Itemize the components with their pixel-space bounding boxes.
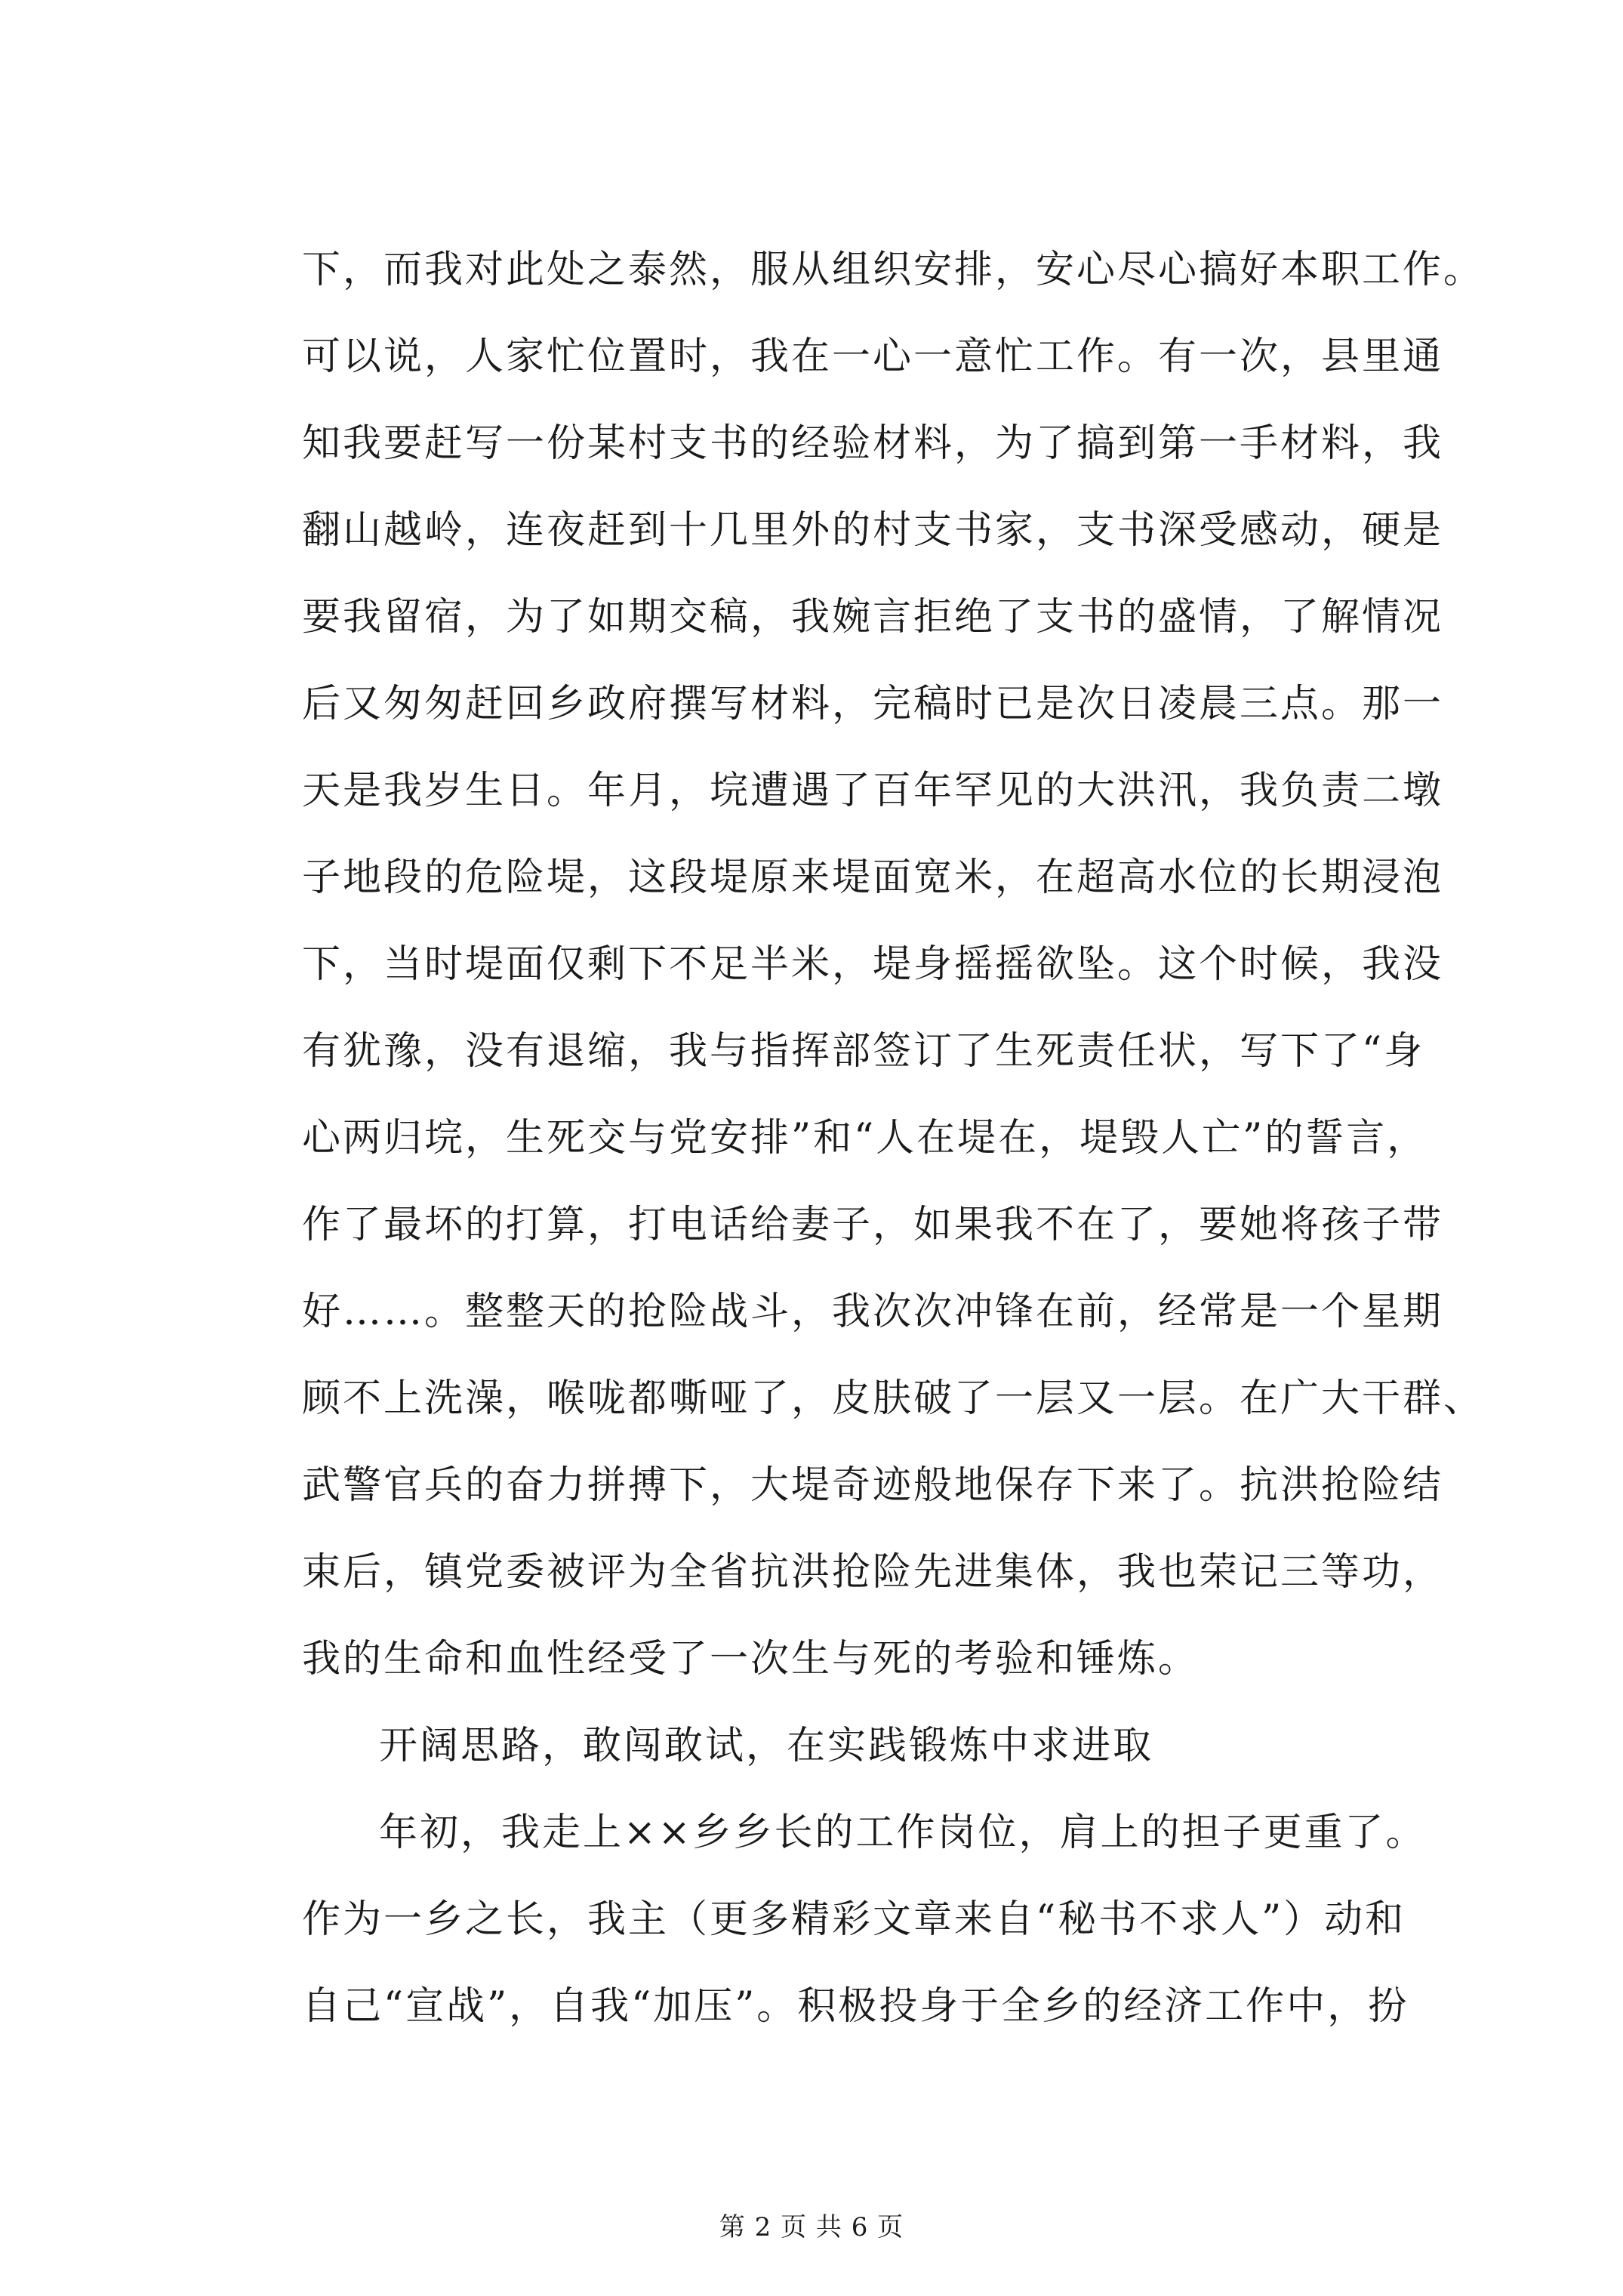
- text-line: 下，而我对此处之泰然，服从组织安排，安心尽心搞好本职工作。: [302, 248, 1485, 292]
- text-line: 心两归垸，生死交与党安排”和“人在堤在，堤毁人亡”的誓言，: [302, 1116, 1428, 1160]
- text-line: 天是我岁生日。年月，垸遭遇了百年罕见的大洪汛，我负责二墩: [302, 769, 1444, 813]
- page-footer: [0, 2212, 1623, 2242]
- text-line: 知我要赶写一份某村支书的经验材料，为了搞到第一手材料，我: [302, 421, 1444, 466]
- text-line: 武警官兵的奋力拼搏下，大堤奇迹般地保存下来了。抗洪抢险结: [302, 1463, 1444, 1508]
- text-line: 年初，我走上××乡乡长的工作岗位，肩上的担子更重了。: [379, 1811, 1427, 1855]
- text-line: 束后，镇党委被评为全省抗洪抢险先进集体，我也荣记三等功，: [302, 1550, 1444, 1595]
- text-line: 可以说，人家忙位置时，我在一心一意忙工作。有一次，县里通: [302, 334, 1444, 379]
- text-line: 顾不上洗澡，喉咙都嘶哑了，皮肤破了一层又一层。在广大干群、: [302, 1376, 1485, 1421]
- text-line: 自己“宣战”，自我“加压”。积极投身于全乡的经济工作中，扮: [302, 1984, 1409, 2029]
- text-line: 后又匆匆赶回乡政府撰写材料，完稿时已是次日凌晨三点。那一: [302, 682, 1444, 726]
- text-line: 下，当时堤面仅剩下不足半米，堤身摇摇欲坠。这个时候，我没: [302, 942, 1444, 987]
- text-line: 要我留宿，为了如期交稿，我婉言拒绝了支书的盛情，了解情况: [302, 595, 1444, 639]
- page-number-label: 第 2 页 共 6 页: [719, 2212, 904, 2242]
- text-line: 子地段的危险堤，这段堤原来堤面宽米，在超高水位的长期浸泡: [302, 855, 1444, 900]
- body-text: [302, 227, 1485, 2050]
- text-line: 作了最坏的打算，打电话给妻子，如果我不在了，要她将孩子带: [302, 1203, 1444, 1247]
- text-line: 我的生命和血性经受了一次生与死的考验和锤炼。: [302, 1637, 1200, 1681]
- text-line: 好……。整整天的抢险战斗，我次次冲锋在前，经常是一个星期: [302, 1290, 1444, 1334]
- text-line: 翻山越岭，连夜赶到十几里外的村支书家，支书深受感动，硬是: [302, 508, 1444, 553]
- section-heading: 开阔思路，敢闯敢试，在实践锻炼中求进取: [379, 1724, 1154, 1768]
- text-line: 作为一乡之长，我主（更多精彩文章来自“秘书不求人”）动和: [302, 1897, 1406, 1942]
- text-line: 有犹豫，没有退缩，我与指挥部签订了生死责任状，写下了“身: [302, 1029, 1425, 1074]
